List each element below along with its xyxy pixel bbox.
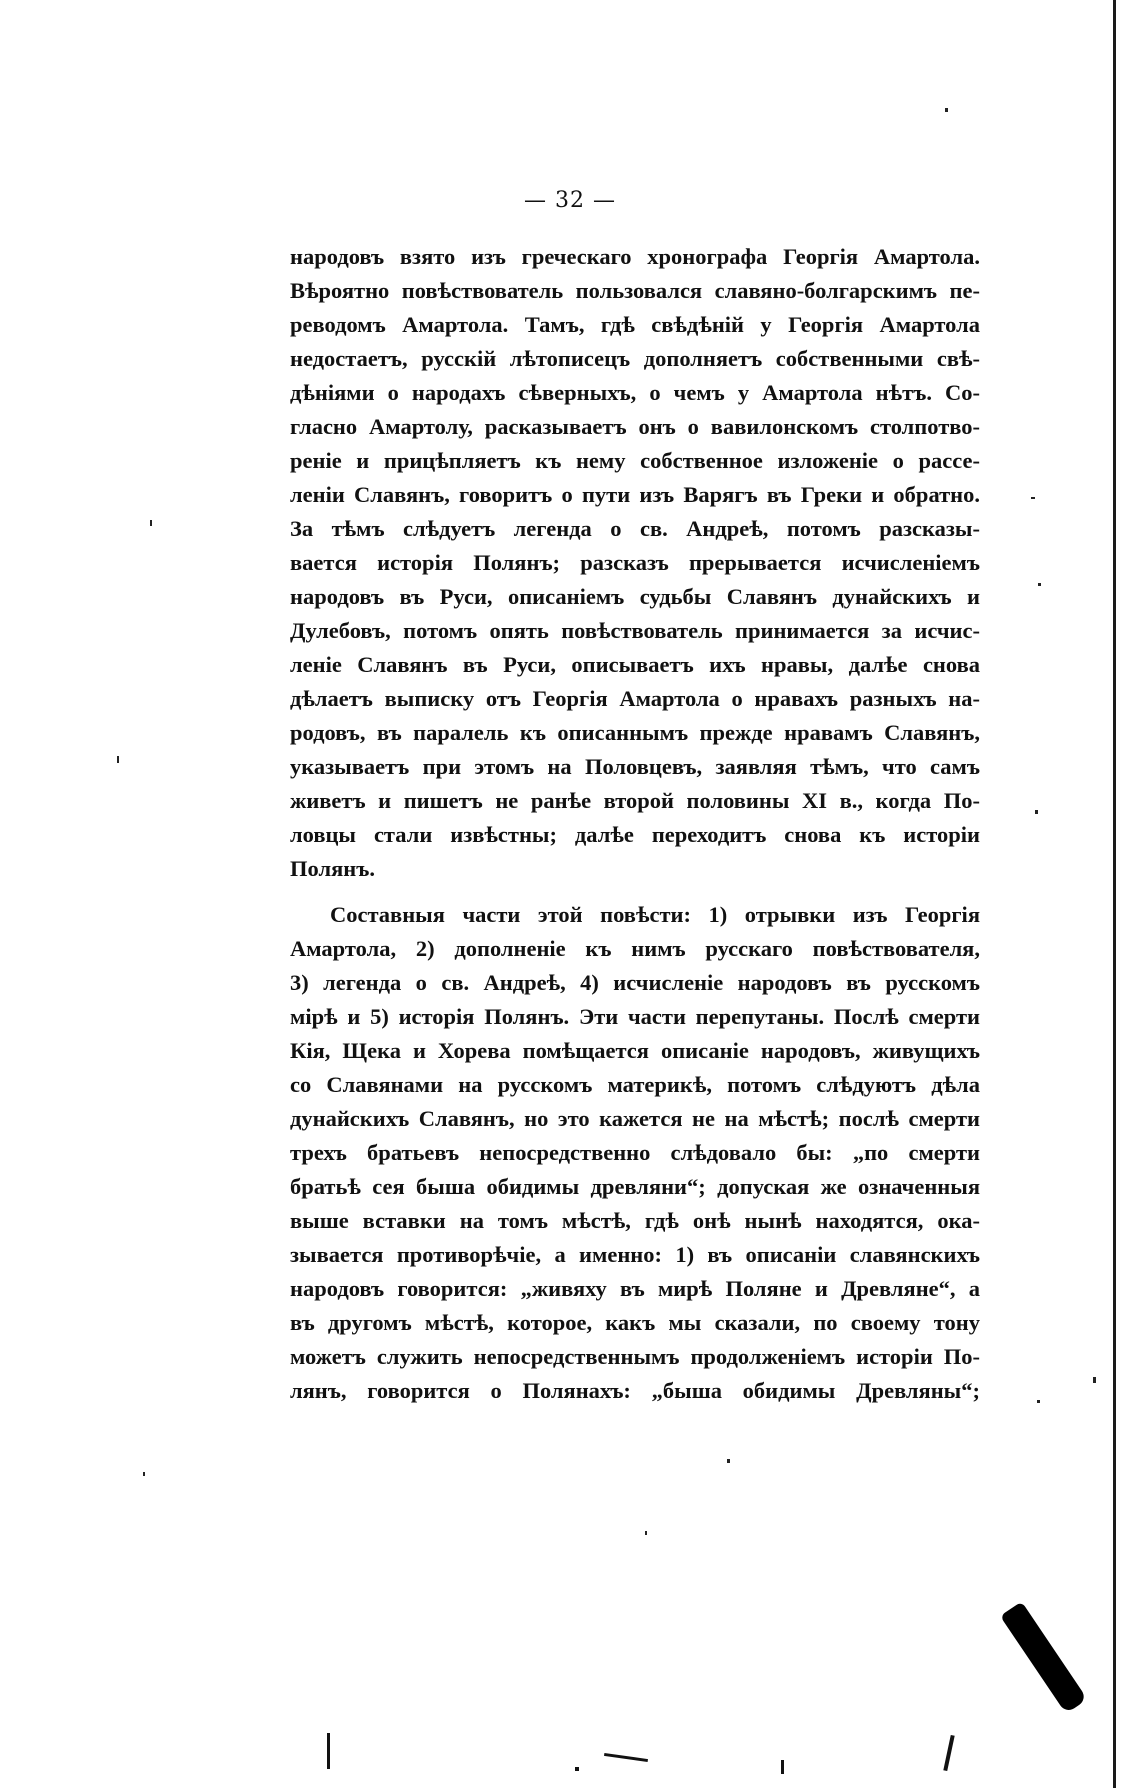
text-line: реніе и прицѣпляетъ къ нему собственное изложеніе о рассе-	[290, 448, 980, 473]
text-line: недостаетъ, русскій лѣтописецъ дополняетъ собственными свѣ-	[290, 346, 980, 371]
text-line: братьѣ сея быша обидимы древляни“; допуская же означенныя	[290, 1174, 980, 1199]
text-line: можетъ служить непосредственнымъ продолженіемъ исторіи По-	[290, 1344, 980, 1369]
text-line: народовъ въ Руси, описаніемъ судьбы Славянъ дунайскихъ и	[290, 584, 980, 609]
scan-mark	[327, 1733, 330, 1769]
scan-mark	[943, 1735, 954, 1771]
ink-blot	[1000, 1601, 1088, 1713]
paragraph	[290, 898, 980, 1408]
text-line: выше вставки на томъ мѣстѣ, гдѣ онѣ нынѣ находятся, ока-	[290, 1208, 980, 1233]
scan-speck	[1037, 1400, 1040, 1403]
page-number: — 32 —	[524, 188, 616, 213]
text-line: Дулебовъ, потомъ опять повѣствователь принимается за исчис-	[290, 618, 980, 643]
text-line: леніе Славянъ въ Руси, описываетъ ихъ нравы, далѣе снова	[290, 652, 980, 677]
text-line: въ другомъ мѣстѣ, которое, какъ мы сказали, по своему тону	[290, 1310, 980, 1335]
text-line: дѣлаетъ выписку отъ Георгія Амартола о нравахъ разныхъ на-	[290, 686, 980, 711]
text-line: трехъ братьевъ непосредственно слѣдовало бы: „по смерти	[290, 1140, 980, 1165]
page-edge-line	[1113, 0, 1116, 1788]
text-line: реводомъ Амартола. Тамъ, гдѣ свѣдѣній у Георгія Амартола	[290, 312, 980, 337]
text-line: вается исторія Полянъ; разсказъ прерывается исчисленіемъ	[290, 550, 980, 575]
scan-speck	[1035, 810, 1038, 814]
text-line: мірѣ и 5) исторія Полянъ. Эти части перепутаны. Послѣ смерти	[290, 1004, 980, 1029]
text-line: родовъ, въ паралель къ описаннымъ прежде нравамъ Славянъ,	[290, 720, 980, 745]
text-line: со Славянами на русскомъ материкѣ, потомъ слѣдуютъ дѣла	[290, 1072, 980, 1097]
text-line: ловцы стали извѣстны; далѣе переходитъ снова къ исторіи	[290, 822, 980, 847]
scan-mark	[781, 1760, 784, 1774]
scan-speck	[150, 520, 152, 526]
text-line: дѣніями о народахъ сѣверныхъ, о чемъ у Амартола нѣтъ. Со-	[290, 380, 980, 405]
text-line: живетъ и пишетъ не ранѣе второй половины XI в., когда По-	[290, 788, 980, 813]
scan-speck	[1031, 497, 1035, 499]
text-line: Вѣроятно повѣствователь пользовался славяно-болгарскимъ пе-	[290, 278, 980, 303]
scan-speck	[945, 108, 948, 112]
scan-speck	[727, 1459, 730, 1463]
text-line: дунайскихъ Славянъ, но это кажется не на мѣстѣ; послѣ смерти	[290, 1106, 980, 1131]
text-line: Составныя части этой повѣсти: 1) отрывки изъ Георгія	[330, 902, 980, 927]
scan-mark	[575, 1767, 579, 1771]
text-line: Кія, Щека и Хорева помѣщается описаніе народовъ, живущихъ	[290, 1038, 980, 1063]
scan-speck	[645, 1531, 647, 1535]
text-line: зывается противорѣчіе, а именно: 1) въ описаніи славянскихъ	[290, 1242, 980, 1267]
text-line: 3) легенда о св. Андреѣ, 4) исчисленіе народовъ въ русскомъ	[290, 970, 980, 995]
scan-speck	[1093, 1377, 1096, 1383]
scan-mark	[604, 1753, 648, 1762]
text-line: За тѣмъ слѣдуетъ легенда о св. Андреѣ, потомъ разсказы-	[290, 516, 980, 541]
text-line: лянъ, говорится о Полянахъ: „быша обидимы Древляны“;	[290, 1378, 980, 1403]
scan-speck	[1038, 583, 1041, 586]
text-line: Амартола, 2) дополненіе къ нимъ русскаго повѣствователя,	[290, 936, 980, 961]
scan-speck	[143, 1472, 145, 1476]
text-line: леніи Славянъ, говоритъ о пути изъ Варягъ въ Греки и обратно.	[290, 482, 980, 507]
text-line: указываетъ при этомъ на Половцевъ, заявляя тѣмъ, что самъ	[290, 754, 980, 779]
text-line: народовъ взято изъ греческаго хронографа Георгія Амартола.	[290, 244, 980, 269]
scan-speck	[117, 756, 119, 763]
text-line: гласно Амартолу, расказываетъ онъ о вавилонскомъ столпотво-	[290, 414, 980, 439]
text-line: Полянъ.	[290, 856, 375, 881]
paragraph-gap	[290, 886, 980, 898]
paragraph	[290, 240, 980, 886]
text-line: народовъ говорится: „живяху въ мирѣ Поляне и Древляне“, а	[290, 1276, 980, 1301]
body-text	[290, 240, 980, 1408]
